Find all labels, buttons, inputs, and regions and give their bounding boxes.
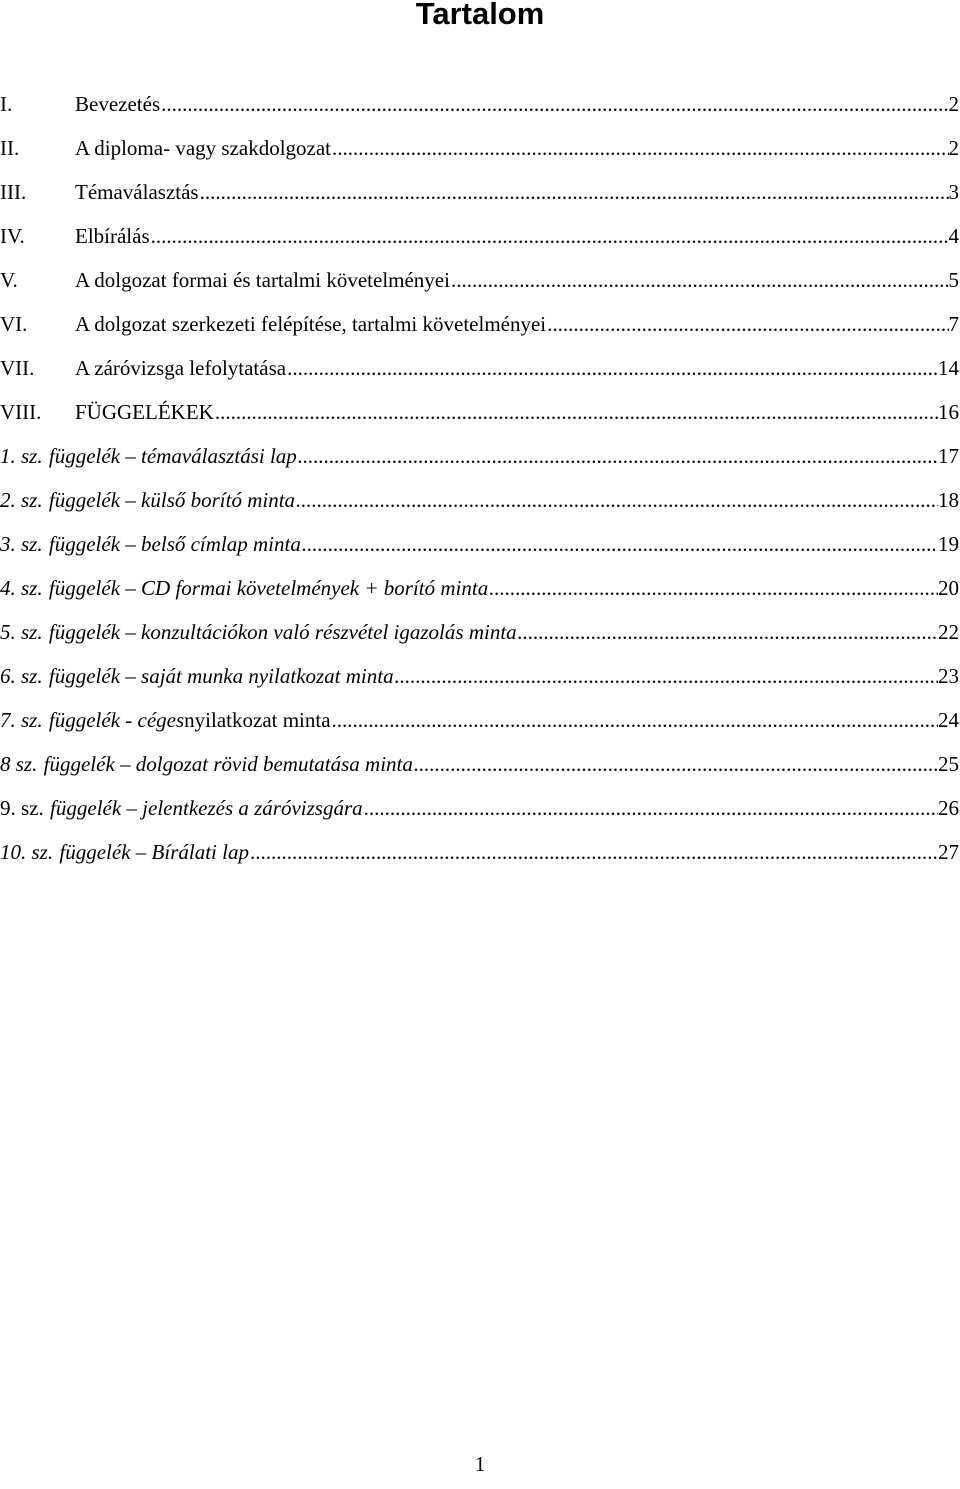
- page-number: 1: [474, 1452, 486, 1476]
- toc-entry-page: 20: [938, 576, 959, 600]
- toc-entry-page: 2: [948, 136, 959, 160]
- dot-leader: [286, 346, 938, 390]
- toc-entry-page: 26: [938, 796, 959, 820]
- toc-entry-page: 19: [938, 532, 959, 556]
- toc-entry-title: A dolgozat szerkezeti felépítése, tartalmi követelményei: [75, 312, 547, 336]
- toc-entry-page: 4: [948, 224, 959, 248]
- toc-entry-title: FÜGGELÉKEK: [75, 400, 214, 424]
- toc-entry-elbiralas[interactable]: [0, 214, 960, 258]
- toc-entry-bevezetes[interactable]: [0, 82, 960, 126]
- toc-appendix-3[interactable]: [0, 522, 960, 566]
- toc-entry-page: 25: [938, 752, 959, 776]
- toc-appendix-2[interactable]: [0, 478, 960, 522]
- toc-entry-fuggelekek[interactable]: [0, 390, 960, 434]
- toc-entry-number: II.: [0, 136, 20, 160]
- toc-entry-number: VIII.: [0, 400, 42, 424]
- toc-appendix-9[interactable]: [0, 786, 960, 830]
- toc-entry-page: 2: [948, 92, 959, 116]
- table-of-contents: [0, 82, 960, 874]
- dot-leader: [517, 610, 938, 654]
- dot-leader: [295, 478, 938, 522]
- toc-entry-number: V.: [0, 268, 18, 292]
- toc-entry-title-suffix: nyilatkozat minta: [184, 708, 331, 732]
- dot-leader: [394, 654, 938, 698]
- toc-entry-number: 8 sz.: [0, 752, 38, 776]
- dot-leader: [301, 522, 938, 566]
- toc-entry-page: 18: [938, 488, 959, 512]
- dot-leader: [160, 82, 948, 126]
- toc-entry-title: Elbírálás: [75, 224, 150, 248]
- toc-entry-title: függelék – Bírálati lap: [59, 840, 249, 864]
- toc-entry-title: függelék – CD formai követelmények + borító minta: [48, 576, 489, 600]
- toc-entry-page: 17: [938, 444, 959, 468]
- dot-leader: [546, 302, 948, 346]
- dot-leader: [331, 126, 948, 170]
- toc-entry-number: 3. sz.: [0, 532, 43, 556]
- toc-entry-title: függelék – dolgozat rövid bemutatása minta: [43, 752, 413, 776]
- toc-entry-page: 3: [948, 180, 959, 204]
- toc-entry-page: 22: [938, 620, 959, 644]
- toc-entry-title: Bevezetés: [75, 92, 161, 116]
- toc-entry-title: függelék – jelentkezés a záróvizsgára: [50, 796, 363, 820]
- toc-appendix-6[interactable]: [0, 654, 960, 698]
- dot-leader: [150, 214, 949, 258]
- toc-appendix-10[interactable]: [0, 830, 960, 874]
- toc-entry-number: 9. sz.: [0, 796, 44, 820]
- toc-entry-number: III.: [0, 180, 27, 204]
- toc-entry-number: 4. sz.: [0, 576, 43, 600]
- toc-entry-title: Témaválasztás: [75, 180, 199, 204]
- toc-appendix-7[interactable]: [0, 698, 960, 742]
- dot-leader: [488, 566, 938, 610]
- toc-entry-zarovizsga[interactable]: [0, 346, 960, 390]
- dot-leader: [249, 830, 938, 874]
- toc-entry-title: függelék - céges: [48, 708, 185, 732]
- toc-entry-title: A diploma- vagy szakdolgozat: [75, 136, 332, 160]
- toc-appendix-8[interactable]: [0, 742, 960, 786]
- dot-leader: [331, 698, 938, 742]
- toc-appendix-4[interactable]: [0, 566, 960, 610]
- toc-entry-title: függelék – külső borító minta: [48, 488, 296, 512]
- toc-entry-diploma[interactable]: [0, 126, 960, 170]
- toc-entry-title: függelék – saját munka nyilatkozat minta: [48, 664, 394, 688]
- page-title: Tartalom: [415, 0, 545, 31]
- toc-entry-number: VII.: [0, 356, 35, 380]
- dot-leader: [450, 258, 949, 302]
- toc-entry-number: 2. sz.: [0, 488, 43, 512]
- toc-entry-temavalasztas[interactable]: [0, 170, 960, 214]
- dot-leader: [363, 786, 938, 830]
- toc-entry-page: 27: [938, 840, 959, 864]
- toc-entry-page: 7: [948, 312, 959, 336]
- toc-entry-number: I.: [0, 92, 13, 116]
- toc-entry-page: 14: [938, 356, 959, 380]
- toc-entry-title: A záróvizsga lefolytatása: [75, 356, 287, 380]
- toc-entry-number: 1. sz.: [0, 444, 43, 468]
- dot-leader: [413, 742, 938, 786]
- toc-entry-szerkezeti[interactable]: [0, 302, 960, 346]
- toc-entry-title: függelék – konzultációkon való részvétel igazolás minta: [48, 620, 517, 644]
- toc-entry-page: 24: [938, 708, 959, 732]
- toc-appendix-5[interactable]: [0, 610, 960, 654]
- toc-entry-title: függelék – belső címlap minta: [48, 532, 301, 556]
- toc-entry-number: 10. sz.: [0, 840, 54, 864]
- toc-entry-number: 6. sz.: [0, 664, 43, 688]
- toc-entry-number: 5. sz.: [0, 620, 43, 644]
- dot-leader: [199, 170, 949, 214]
- toc-entry-page: 16: [938, 400, 959, 424]
- toc-entry-formai[interactable]: [0, 258, 960, 302]
- toc-entry-title: függelék – témaválasztási lap: [48, 444, 297, 468]
- toc-entry-page: 23: [938, 664, 959, 688]
- toc-entry-page: 5: [948, 268, 959, 292]
- toc-entry-title: A dolgozat formai és tartalmi követelményei: [75, 268, 450, 292]
- toc-entry-number: IV.: [0, 224, 25, 248]
- dot-leader: [297, 434, 938, 478]
- toc-entry-number: VI.: [0, 312, 28, 336]
- toc-entry-number: 7. sz.: [0, 708, 43, 732]
- toc-appendix-1[interactable]: [0, 434, 960, 478]
- dot-leader: [214, 390, 938, 434]
